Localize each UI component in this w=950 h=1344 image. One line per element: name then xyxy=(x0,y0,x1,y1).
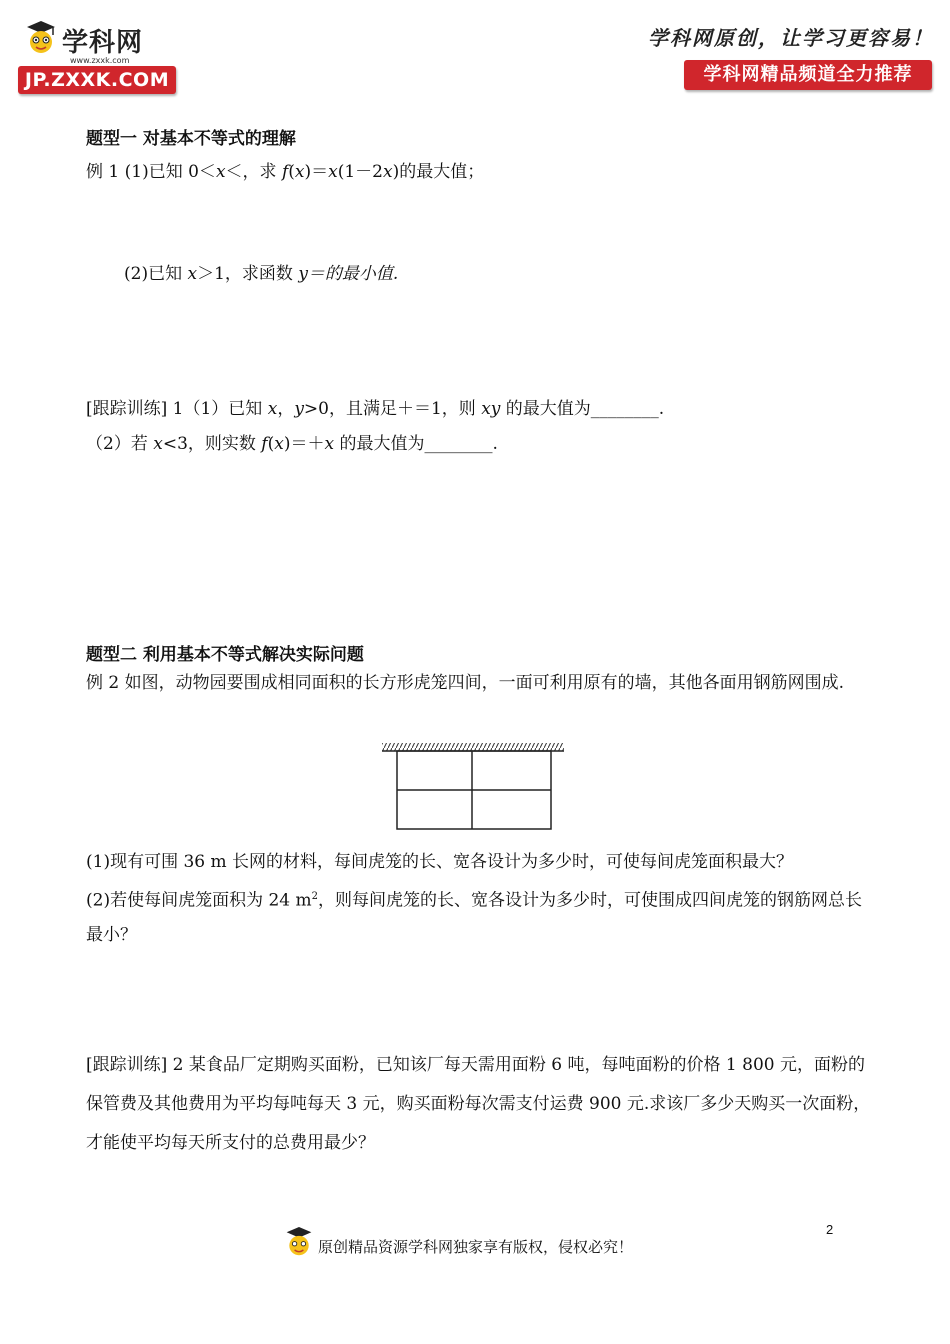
example2-text: 例 2 如图，动物园要围成相同面积的长方形虎笼四间，一面可利用原有的墙，其他各面用钢筋网围成. xyxy=(86,673,845,693)
mascot-icon xyxy=(284,1224,314,1260)
tracking-training1-part1: [跟踪训练] 1（1）已知 x，y>0，且满足＋＝1，则 xy 的最大值为________. xyxy=(86,399,665,419)
example2-question1: (1)现有可围 36 m 长网的材料，每间虎笼的长、宽各设计为多少时，可使每间虎笼面积最大？ xyxy=(86,852,794,872)
tracking-training1-part2: （2）若 x<3，则实数 f(x)＝＋x 的最大值为________. xyxy=(86,434,498,454)
site-logo[interactable] xyxy=(18,12,188,98)
tiger-cage-diagram xyxy=(380,740,568,834)
page-number: 2 xyxy=(826,1222,834,1237)
wall-hatching xyxy=(382,743,564,751)
example1-part2: (2)已知 x＞1，求函数 y＝的最小值. xyxy=(124,264,399,284)
logo-text: 学科网 xyxy=(62,28,144,58)
section2-title: 题型二 利用基本不等式解决实际问题 xyxy=(86,645,364,665)
promo-banner[interactable]: 学科网精品频道全力推荐 xyxy=(684,60,932,90)
section1-title: 题型一 对基本不等式的理解 xyxy=(86,129,296,149)
tracking-training2: [跟踪训练] 2 某食品厂定期购买面粉，已知该厂每天需用面粉 6 吨，每吨面粉的价格 1 800 元，面粉的保管费及其他费用为平均每吨每天 3 元，购买面粉每次需支付运费 900 元.求该厂多少天购买一次面粉，才能使平均每天所支付的总费用最少？ xyxy=(86,1055,871,1153)
mascot-icon xyxy=(24,18,58,58)
copyright-text: 原创精品资源学科网独家享有版权，侵权必究！ xyxy=(318,1238,634,1256)
example1-part1: 例 1 (1)已知 0＜x＜，求 f(x)＝x(1－2x)的最大值； xyxy=(86,162,485,182)
header-slogan: 学科网原创，让学习更容易！ xyxy=(648,26,934,50)
logo-url: www.zxxk.com xyxy=(70,56,130,65)
logo-jp-badge: JP.ZXXK.COM xyxy=(18,66,176,94)
example2-question2: (2)若使每间虎笼面积为 24 $m^2$，则每间虎笼的长、宽各设计为多少时，可使围成四间虎笼的钢筋网总长最小？ xyxy=(86,890,863,945)
footer-copyright xyxy=(284,1224,684,1264)
